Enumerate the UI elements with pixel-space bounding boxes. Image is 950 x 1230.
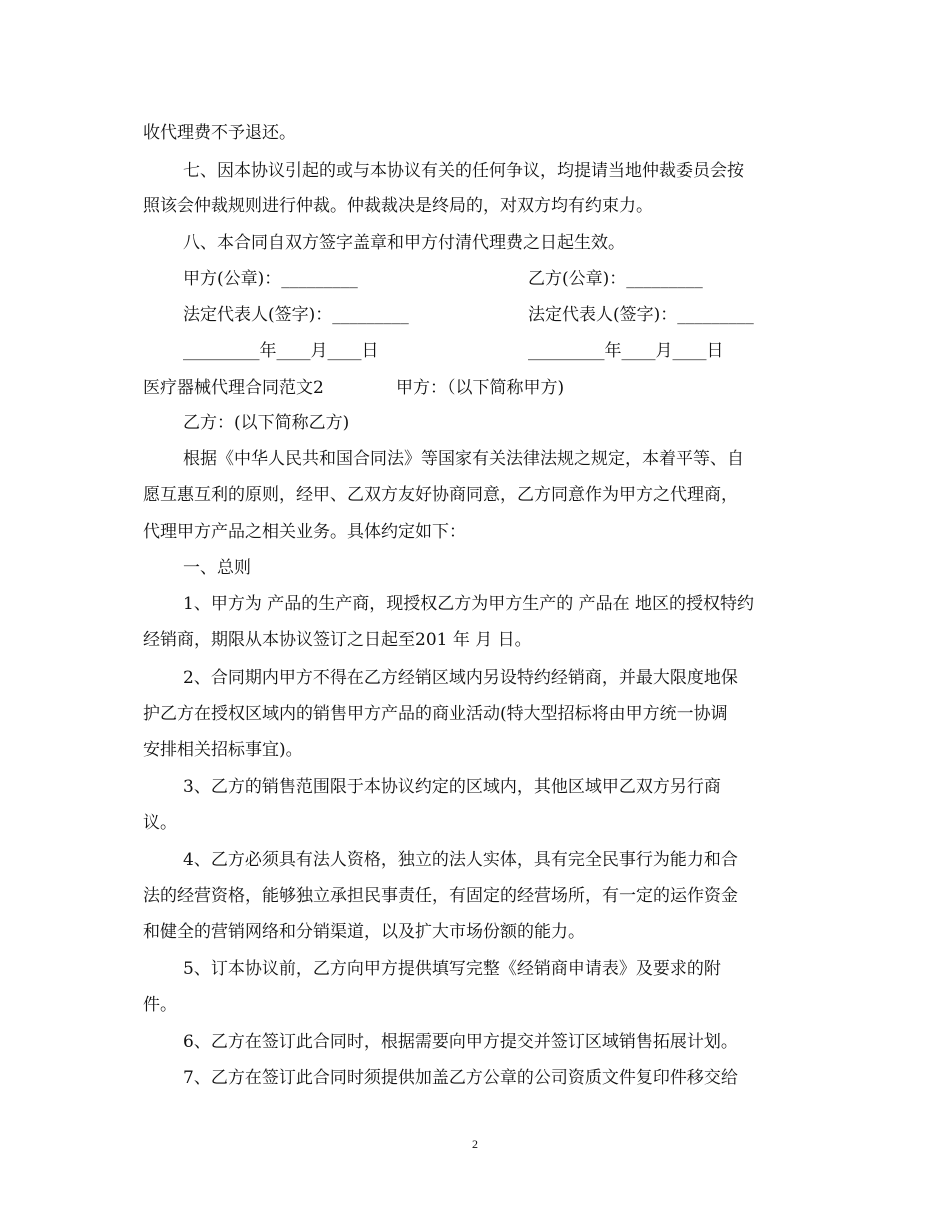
legal-rep-b: 法定代表人(签字)：_________ [528, 305, 754, 325]
text-line: 议。 [143, 813, 177, 833]
party-a-intro: 甲方：（以下简称甲方) [396, 378, 565, 398]
text-line: 件。 [143, 995, 177, 1015]
text-line: 根据《中华人民共和国合同法》等国家有关法律法规之规定，本着平等、自 [183, 449, 744, 469]
legal-rep-a: 法定代表人(签字)：_________ [183, 305, 409, 325]
date-b: _________年____月____日 [528, 341, 724, 361]
text-line: 6、乙方在签订此合同时，根据需要向甲方提交并签订区域销售拓展计划。 [183, 1032, 738, 1052]
page-number: 2 [472, 1137, 478, 1151]
party-a-seal: 甲方(公章)：_________ [183, 269, 358, 289]
text-line: 法的经营资格，能够独立承担民事责任，有固定的经营场所，有一定的运作资金 [143, 886, 738, 906]
text-line: 安排相关招标事宜)。 [143, 740, 303, 760]
text-line: 7、乙方在签订此合同时须提供加盖乙方公章的公司资质文件复印件移交给 [183, 1068, 738, 1088]
text-line: 4、乙方必须具有法人资格，独立的法人实体，具有完全民事行为能力和合 [183, 850, 738, 870]
text-line: 照该会仲裁规则进行仲裁。仲裁裁决是终局的，对双方均有约束力。 [143, 196, 653, 216]
text-line: 2、合同期内甲方不得在乙方经销区域内另设特约经销商，并最大限度地保 [183, 668, 738, 688]
text-line: 一、总则 [183, 558, 251, 578]
text-line: 护乙方在授权区域内的销售甲方产品的商业活动(特大型招标将由甲方统一协调 [143, 704, 728, 724]
party-b-intro: 乙方：(以下简称乙方) [183, 413, 350, 433]
text-line: 5、订本协议前，乙方向甲方提供填写完整《经销商申请表》及要求的附 [183, 959, 721, 979]
text-line: 经销商，期限从本协议签订之日起至201 年 月 日。 [143, 630, 532, 650]
date-a: _________年____月____日 [183, 341, 379, 361]
text-line: 代理甲方产品之相关业务。具体约定如下： [143, 522, 466, 542]
text-line: 3、乙方的销售范围限于本协议约定的区域内，其他区域甲乙双方另行商 [183, 777, 721, 797]
text-line: 八、本合同自双方签字盖章和甲方付清代理费之日起生效。 [183, 233, 625, 253]
party-b-seal: 乙方(公章)：_________ [528, 269, 703, 289]
text-line: 七、因本协议引起的或与本协议有关的任何争议，均提请当地仲裁委员会按 [183, 161, 744, 181]
text-line: 和健全的营销网络和分销渠道，以及扩大市场份额的能力。 [143, 922, 585, 942]
text-line: 收代理费不予退还。 [143, 123, 296, 143]
text-line: 愿互惠互利的原则，经甲、乙双方友好协商同意，乙方同意作为甲方之代理商， [143, 485, 738, 505]
section-heading: 医疗器械代理合同范文2 [143, 378, 324, 398]
text-line: 1、甲方为 产品的生产商，现授权乙方为甲方生产的 产品在 地区的授权特约 [183, 594, 755, 614]
